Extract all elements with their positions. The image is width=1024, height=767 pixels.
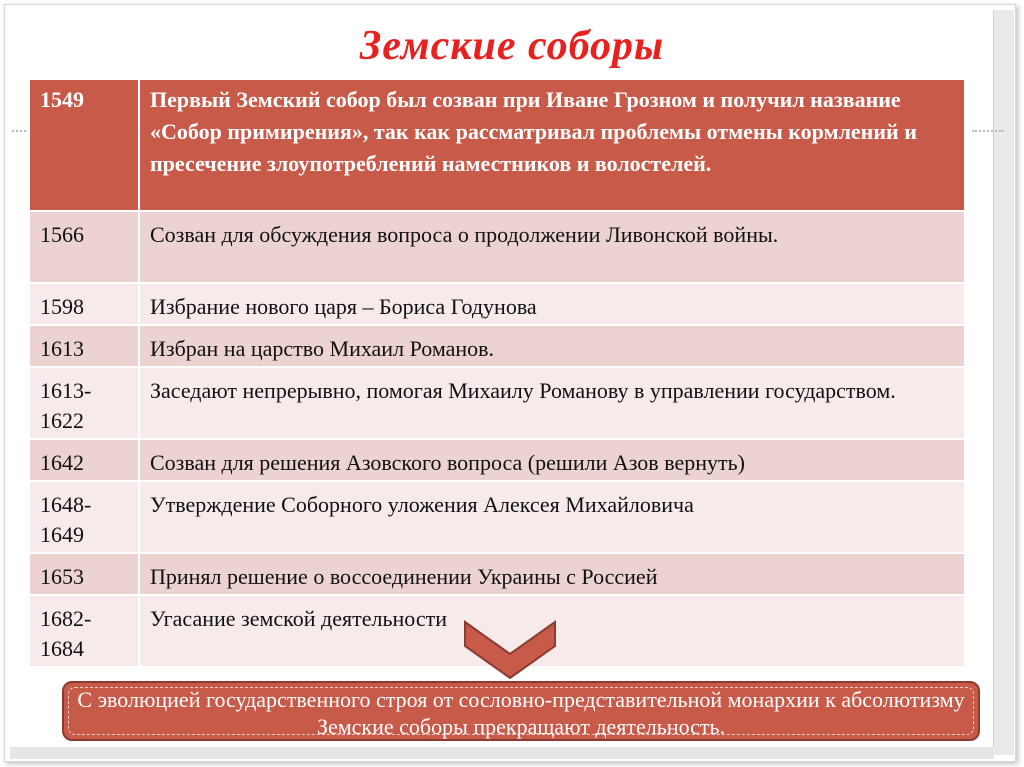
chevron-down-icon — [463, 620, 557, 682]
year-cell: 1653 — [29, 553, 139, 595]
description-cell: Заседают непрерывно, помогая Михаилу Романову в управлении государством. — [139, 367, 965, 439]
description-cell: Созван для обсуждения вопроса о продолжении Ливонской войны. — [139, 211, 965, 283]
year-cell: 1642 — [29, 439, 139, 481]
year-cell: 1682-1684 — [29, 595, 139, 667]
year-cell: 1598 — [29, 283, 139, 325]
description-cell: Избрание нового царя – Бориса Годунова — [139, 283, 965, 325]
table-row — [29, 553, 965, 595]
description-cell: Утверждение Соборного уложения Алексея Михайловича — [139, 481, 965, 553]
table-row — [29, 481, 965, 553]
description-cell: Угасание земской деятельности — [139, 595, 965, 667]
year-cell: 1566 — [29, 211, 139, 283]
description-cell: Созван для решения Азовского вопроса (решили Азов вернуть) — [139, 439, 965, 481]
year-cell: 1613-1622 — [29, 367, 139, 439]
conclusion-box — [62, 681, 980, 741]
description-cell: Принял решение о воссоединении Украины с Россией — [139, 553, 965, 595]
sobory-table — [28, 78, 966, 668]
year-cell: 1549 — [29, 79, 139, 211]
description-cell: Первый Земский собор был созван при Иване Грозном и получил название «Собор примирения», так как рассматривал проблемы отмены кормлений и пресечение злоупотреблений наместников и волостелей. — [139, 79, 965, 211]
table-row — [29, 439, 965, 481]
year-cell: 1648-1649 — [29, 481, 139, 553]
slide-title: Земские соборы — [359, 23, 665, 69]
table-row — [29, 211, 965, 283]
table-row — [29, 283, 965, 325]
table-row — [29, 367, 965, 439]
table-row — [29, 79, 965, 211]
bottom-decor-bar — [10, 747, 994, 759]
conclusion-text: С эволюцией государственного строя от сословно-представительной монархии к абсолютизму Земские соборы прекращают деятельность. — [77, 687, 965, 739]
right-decor-bar — [993, 10, 1014, 755]
description-cell: Избран на царство Михаил Романов. — [139, 325, 965, 367]
table-row — [29, 325, 965, 367]
dotted-rule-right — [972, 130, 1004, 132]
year-cell: 1613 — [29, 325, 139, 367]
